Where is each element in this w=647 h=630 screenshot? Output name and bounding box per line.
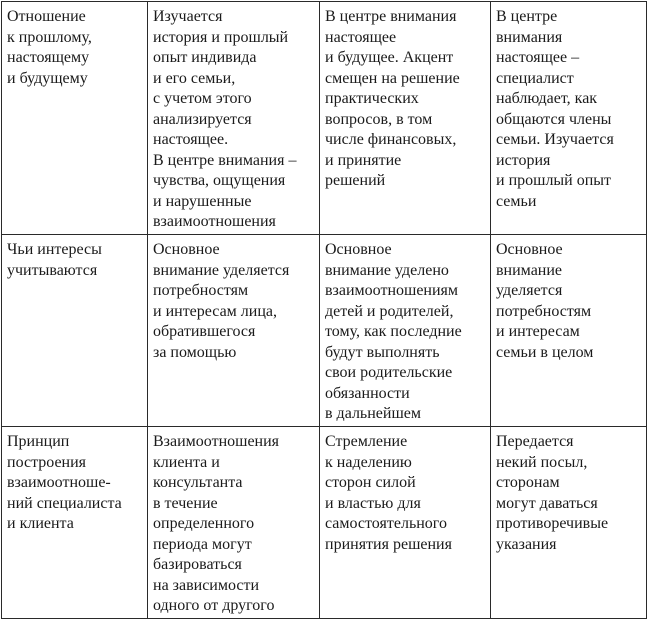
- table-cell: Основное внимание уделяется потребностям и интересам лица, обратившегося за помощью: [148, 235, 320, 427]
- table-cell: Стремление к наделению сторон силой и властью для самостоятельного принятия решения: [320, 427, 491, 619]
- table-cell: В центре внимания настоящее – специалист наблюдает, как общаются члены семьи. Изучается история и прошлый опыт семьи: [491, 2, 647, 235]
- table-row: [2, 427, 647, 619]
- table-cell: В центре внимания настоящее и будущее. Акцент смещен на решение практических вопросов, в том числе финансовых, и принятие решений: [320, 2, 491, 235]
- row-label-cell: Отношение к прошлому, настоящему и будущему: [2, 2, 148, 235]
- comparison-table: [1, 1, 647, 619]
- table-row: [2, 2, 647, 235]
- table-cell: Основное внимание уделяется потребностям и интересам семьи в целом: [491, 235, 647, 427]
- table-cell: Передается некий посыл, сторонам могут даваться противоречивые указания: [491, 427, 647, 619]
- row-label-cell: Чьи интересы учитываются: [2, 235, 148, 427]
- table-cell: Взаимоотношения клиента и консультанта в течение определенного периода могут базироваться на зависимости одного от другого: [148, 427, 320, 619]
- table-cell: Изучается история и прошлый опыт индивида и его семьи, с учетом этого анализируется настоящее. В центре внимания – чувства, ощущения и нарушенные взаимоотношения: [148, 2, 320, 235]
- table-row: [2, 235, 647, 427]
- table-cell: Основное внимание уделено взаимоотношениям детей и родителей, тому, как последние будут выполнять свои родительские обязанности в дальнейшем: [320, 235, 491, 427]
- row-label-cell: Принцип построения взаимоотноше- ний специалиста и клиента: [2, 427, 148, 619]
